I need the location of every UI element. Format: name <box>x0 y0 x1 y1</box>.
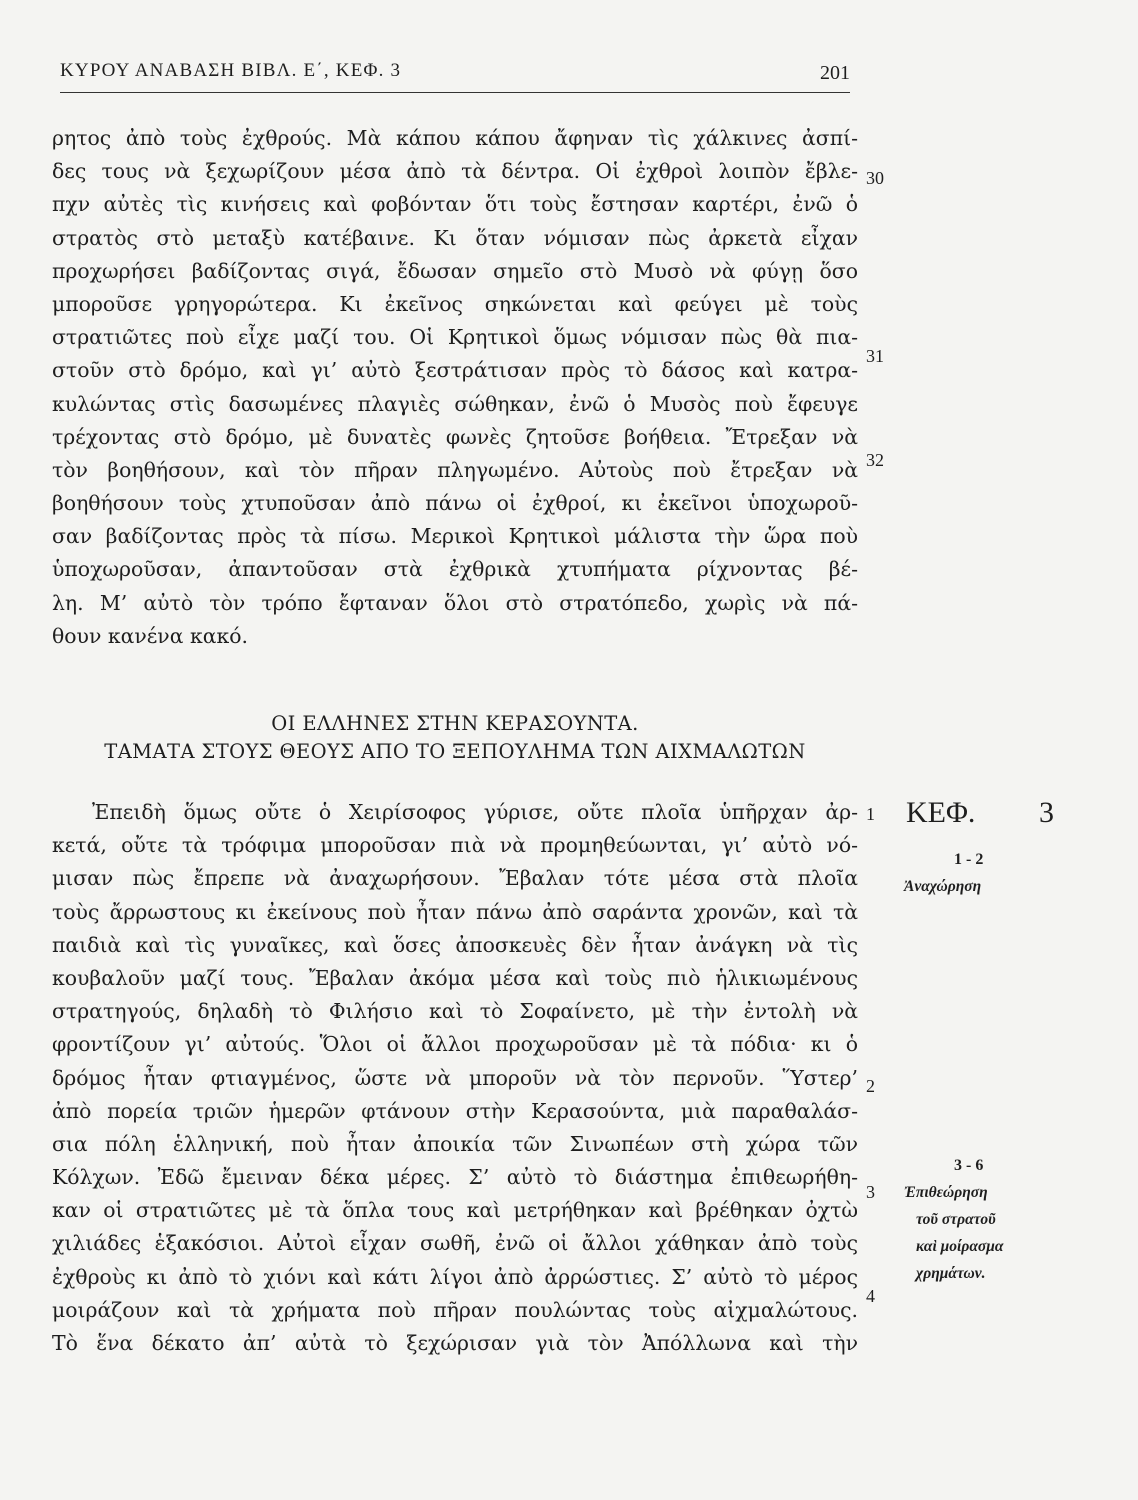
margin-number-3: 3 <box>866 1182 875 1202</box>
margin-number-2: 2 <box>866 1076 875 1096</box>
text-line: φροντίζουν γι’ αὐτούς. Ὅλοι οἱ ἄλλοι προχωροῦσαν μὲ τὰ πόδια· κι ὁ <box>52 1032 858 1057</box>
text-line: Τὸ ἕνα δέκατο ἀπ’ αὐτὰ τὸ ξεχώρισαν γιὰ τὸν Ἀπόλλωνα καὶ τὴν <box>52 1331 858 1355</box>
text-line: μισαν πὼς ἔπρεπε νὰ ἀναχωρήσουν. Ἔβαλαν τότε μέσα στὰ πλοῖα <box>52 866 858 891</box>
side-note-2 <box>896 1152 1076 1287</box>
margin-number-32: 32 <box>866 450 884 470</box>
text-line: δες τους νὰ ξεχωρίζουν μέσα ἀπὸ τὰ δέντρα. Οἱ ἐχθροὶ λοιπὸν ἔβλε- <box>52 159 858 184</box>
text-line: κετά, οὔτε τὰ τρόφιμα μποροῦσαν πιὰ νὰ προμηθεύωνται, γι’ αὐτὸ νό- <box>52 833 858 858</box>
text-line: σια πόλη ἑλληνική, ποὺ ἦταν ἀποικία τῶν Σινωπέων στὴ χώρα τῶν <box>52 1131 858 1156</box>
margin-number-4: 4 <box>866 1286 875 1306</box>
text-line: κουβαλοῦν μαζί τους. Ἔβαλαν ἀκόμα μέσα καὶ τοὺς πιὸ ἡλικιωμένους <box>52 965 858 990</box>
text-line: ἐχθροὺς κι ἀπὸ τὸ χιόνι καὶ κάτι λίγοι ἀπὸ ἀρρώστιες. Σ’ αὐτὸ τὸ μέρος <box>52 1264 858 1289</box>
text-line: ρητος ἀπὸ τοὺς ἐχθρούς. Μὰ κάπου κάπου ἄφηναν τὶς χάλκινες ἀσπί- <box>52 126 858 150</box>
section-heading-line-2: ΤΑΜΑΤΑ ΣΤΟΥΣ ΘΕΟΥΣ ΑΠΟ ΤΟ ΞΕΠΟΥΛΗΜΑ ΤΩΝ ΑΙΧΜΑΛΩΤΩΝ <box>104 740 806 763</box>
page-number: 201 <box>820 62 850 84</box>
side-note-text: τοῦ στρατοῦ <box>916 1211 996 1228</box>
side-note-range: 3 - 6 <box>954 1157 984 1174</box>
text-block-top <box>52 122 858 653</box>
text-line: λη. Μ’ αὐτὸ τὸν τρόπο ἔφταναν ὅλοι στὸ στρατόπεδο, χωρὶς νὰ πά- <box>52 590 858 615</box>
chapter-label-text: ΚΕΦ. <box>906 796 976 829</box>
text-line: παιδιὰ καὶ τὶς γυναῖκες, καὶ ὅσες ἀποσκευὲς δὲν ἦταν ἀνάγκη νὰ τὶς <box>52 932 858 957</box>
text-line: σαν βαδίζοντας πρὸς τὰ πίσω. Μερικοὶ Κρητικοὶ μάλιστα τὴν ὥρα ποὺ <box>52 524 858 549</box>
running-head: ΚΥΡΟΥ ΑΝΑΒΑΣΗ ΒΙΒΛ. Ε΄, ΚΕΦ. 3 <box>60 60 402 81</box>
text-line: πχν αὐτὲς τὶς κινήσεις καὶ φοβόνταν ὅτι τοὺς ἔστησαν καρτέρι, ἐνῶ ὁ <box>52 192 858 217</box>
text-line: ὑποχωροῦσαν, ἀπαντοῦσαν στὰ ἐχθρικὰ χτυπήματα ρίχνοντας βέ- <box>52 557 858 582</box>
side-note-text: Ἐπιθεώρηση <box>904 1184 988 1201</box>
side-note-text: καὶ μοίρασμα <box>916 1238 1004 1255</box>
page-header <box>60 60 850 94</box>
header-rule <box>60 92 850 93</box>
text-line: χιλιάδες ἑξακόσιοι. Αὐτοὶ εἶχαν σωθῆ, ἐνῶ οἱ ἄλλοι χάθηκαν ἀπὸ τοὺς <box>52 1231 858 1256</box>
side-note-text: χρημάτων. <box>916 1265 986 1282</box>
text-line: κυλώντας στὶς δασωμένες πλαγιὲς σώθηκαν, ἐνῶ ὁ Μυσὸς ποὺ ἔφευγε <box>52 391 858 416</box>
chapter-number: 3 <box>1039 796 1054 829</box>
section-heading-line-1: ΟΙ ΕΛΛΗΝΕΣ ΣΤΗΝ ΚΕΡΑΣΟΥΝΤΑ. <box>271 712 639 735</box>
text-line: μοιράζουν καὶ τὰ χρήματα ποὺ πῆραν πουλώντας τοὺς αἰχμαλώτους. <box>52 1297 858 1322</box>
margin-number-31: 31 <box>866 346 884 366</box>
text-line: Ἐπειδὴ ὅμως οὔτε ὁ Χειρίσοφος γύρισε, οὔτε πλοῖα ὑπῆρχαν ἀρ- <box>92 800 858 824</box>
text-line: καν οἱ στρατιῶτες μὲ τὰ ὅπλα τους καὶ μετρήθηκαν καὶ βρέθηκαν ὀχτὼ <box>52 1198 858 1223</box>
text-line: στρατηγούς, δηλαδὴ τὸ Φιλήσιο καὶ τὸ Σοφαίνετο, μὲ τὴν ἐντολὴ νὰ <box>52 999 858 1024</box>
text-line: ἀπὸ πορεία τριῶν ἡμερῶν φτάνουν στὴν Κερασούντα, μιὰ παραθαλάσ- <box>52 1098 858 1123</box>
side-note-1 <box>896 846 1076 900</box>
side-note-range: 1 - 2 <box>954 851 984 868</box>
text-line: δρόμος ἦταν φτιαγμένος, ὥστε νὰ μποροῦν νὰ τὸν περνοῦν. Ὕστερ’ <box>52 1065 858 1090</box>
text-line: τοὺς ἄρρωστους κι ἐκείνους ποὺ ἦταν πάνω ἀπὸ σαράντα χρονῶν, καὶ τὰ <box>52 899 858 924</box>
text-line: τρέχοντας στὸ δρόμο, μὲ δυνατὲς φωνὲς ζητοῦσε βοήθεια. Ἔτρεξαν νὰ <box>52 424 858 449</box>
text-line: τὸν βοηθήσουν, καὶ τὸν πῆραν πληγωμένο. Αὐτοὺς ποὺ ἔτρεξαν νὰ <box>52 457 858 482</box>
text-line: θουν κανένα κακό. <box>52 623 248 648</box>
text-block-bottom <box>52 796 858 1360</box>
text-line: στρατιῶτες ποὺ εἶχε μαζί του. Οἱ Κρητικοὶ ὅμως νόμισαν πὼς θὰ πια- <box>52 325 858 350</box>
side-note-text: Ἀναχώρηση <box>904 878 982 895</box>
margin-number-30: 30 <box>866 168 884 188</box>
margin-number-1: 1 <box>866 804 875 824</box>
text-line: βοηθήσουν τοὺς χτυποῦσαν ἀπὸ πάνω οἱ ἐχθροί, κι ἐκεῖνοι ὑποχωροῦ- <box>52 491 858 516</box>
chapter-label <box>906 796 1076 830</box>
text-line: στοῦν στὸ δρόμο, καὶ γι’ αὐτὸ ξεστράτισαν πρὸς τὸ δάσος καὶ κατρα- <box>52 358 858 383</box>
text-line: Κόλχων. Ἐδῶ ἔμειναν δέκα μέρες. Σ’ αὐτὸ τὸ διάστημα ἐπιθεωρήθη- <box>52 1165 858 1190</box>
text-line: μποροῦσε γρηγορώτερα. Κι ἐκεῖνος σηκώνεται καὶ φεύγει μὲ τοὺς <box>52 291 858 316</box>
text-line: προχωρήσει βαδίζοντας σιγά, ἔδωσαν σημεῖο στὸ Μυσὸ νὰ φύγῃ ὅσο <box>52 258 858 283</box>
text-line: στρατὸς στὸ μεταξὺ κατέβαινε. Κι ὅταν νόμισαν πὼς ἀρκετὰ εἶχαν <box>52 225 858 250</box>
